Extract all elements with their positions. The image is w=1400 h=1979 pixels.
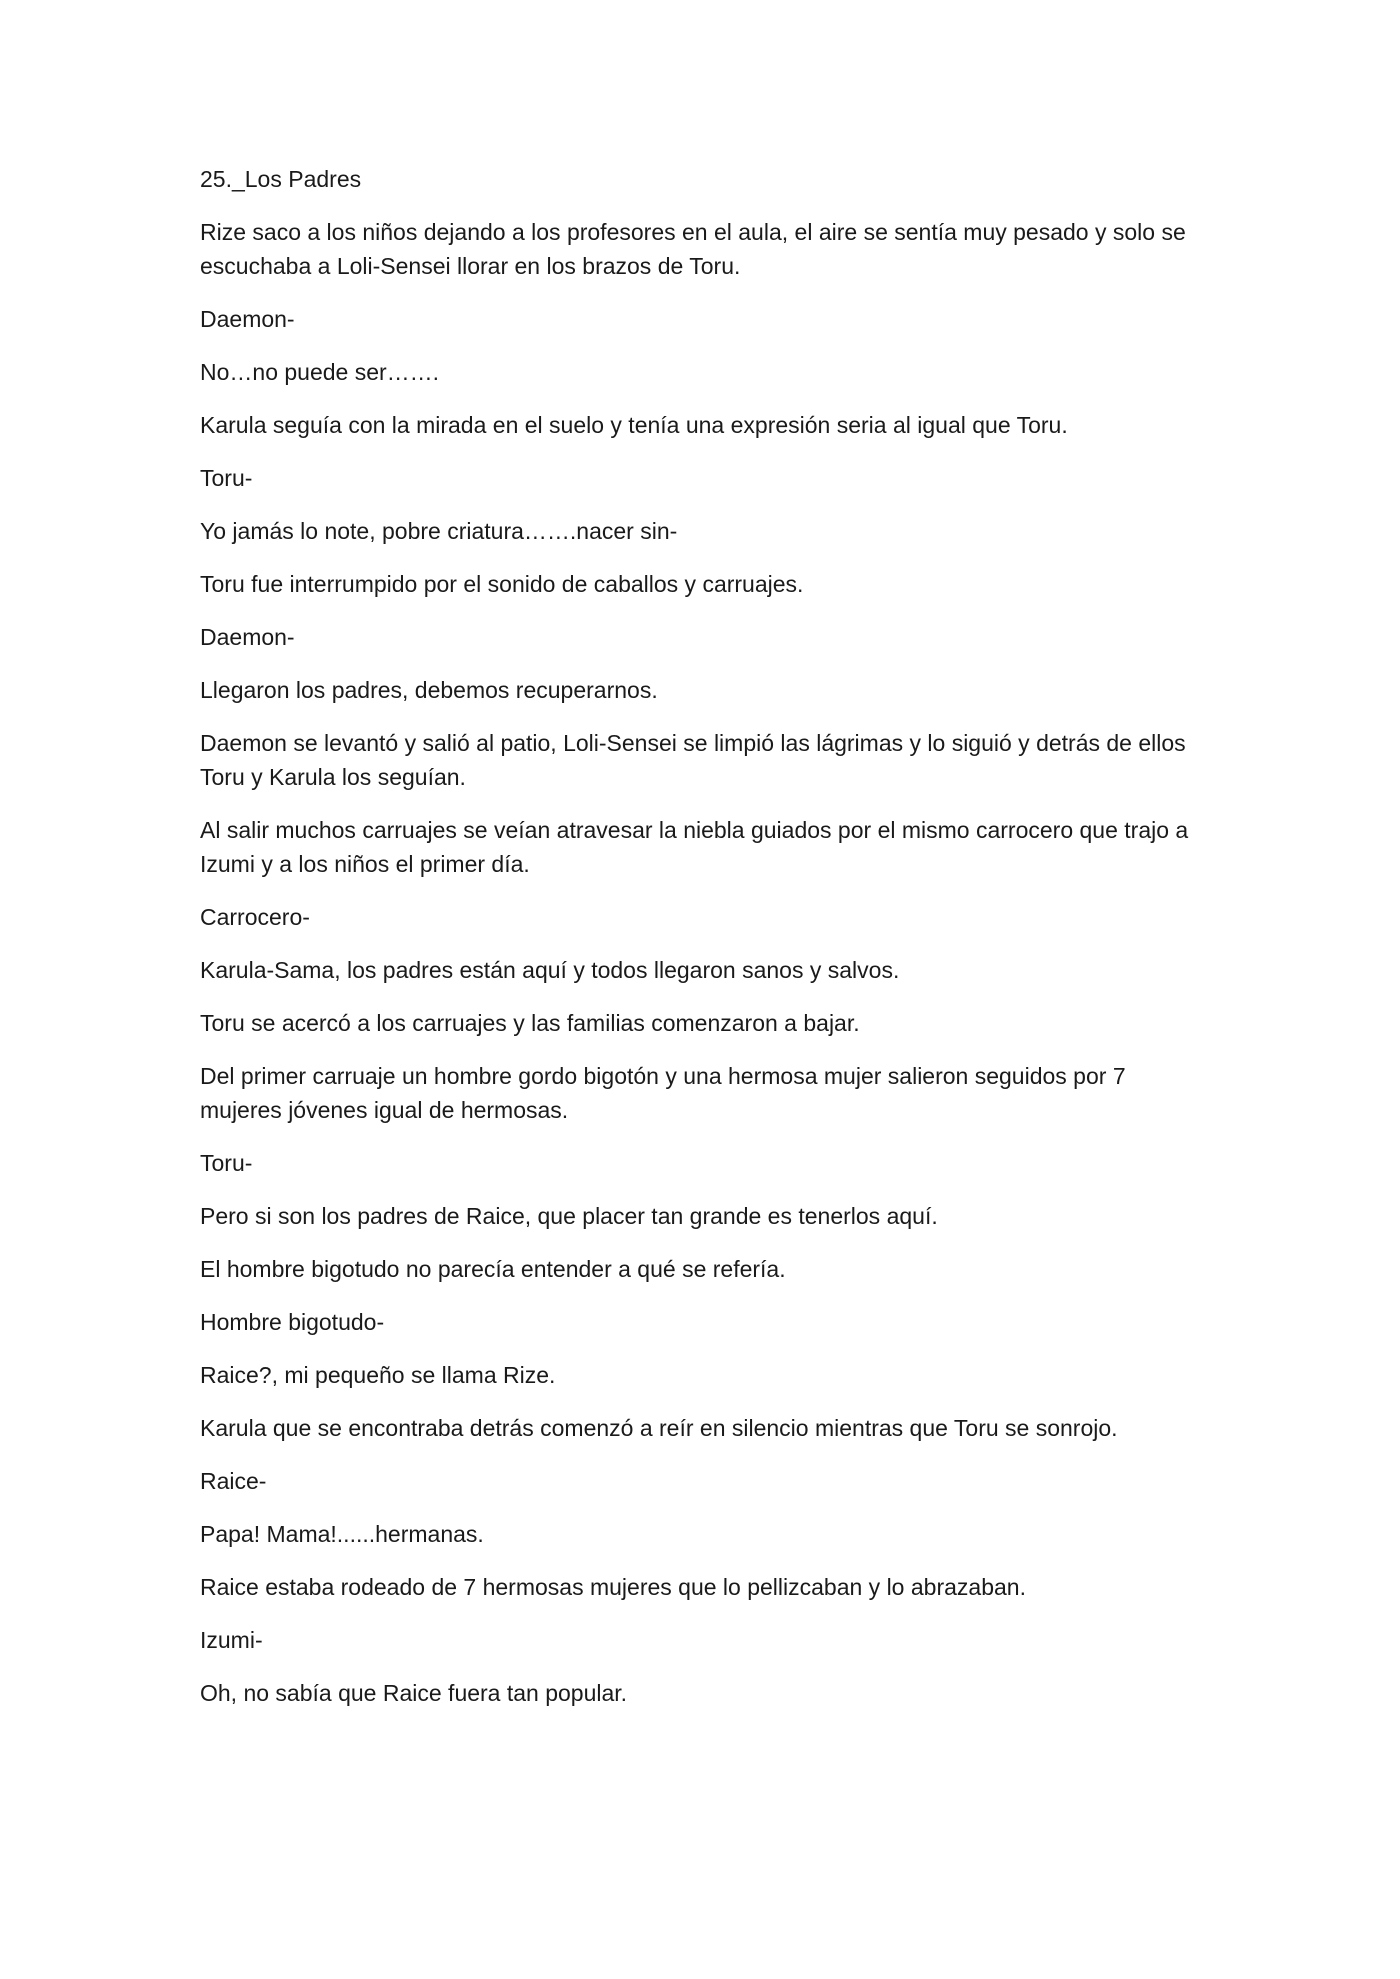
paragraph: El hombre bigotudo no parecía entender a qué se refería. xyxy=(200,1256,786,1282)
paragraph: Toru se acercó a los carruajes y las familias comenzaron a bajar. xyxy=(200,1010,860,1036)
paragraph: Papa! Mama!......hermanas. xyxy=(200,1521,484,1547)
paragraph: Carrocero- xyxy=(200,904,310,930)
paragraph: Daemon- xyxy=(200,624,295,650)
paragraph: Oh, no sabía que Raice fuera tan popular. xyxy=(200,1680,628,1706)
paragraph: Karula seguía con la mirada en el suelo y tenía una expresión seria al igual que Toru. xyxy=(200,412,1068,438)
document-body xyxy=(200,162,1210,1729)
paragraph-list xyxy=(200,215,1210,1710)
paragraph: Del primer carruaje un hombre gordo bigotón y una hermosa mujer salieron seguidos por 7 mujeres jóvenes igual de hermosas. xyxy=(200,1063,1126,1123)
paragraph: Rize saco a los niños dejando a los profesores en el aula, el aire se sentía muy pesado y solo se escuchaba a Loli-Sensei llorar en los brazos de Toru. xyxy=(200,219,1186,279)
paragraph: Al salir muchos carruajes se veían atravesar la niebla guiados por el mismo carrocero que trajo a Izumi y a los niños el primer día. xyxy=(200,817,1189,877)
paragraph: No…no puede ser……. xyxy=(200,359,440,385)
paragraph: Karula-Sama, los padres están aquí y todos llegaron sanos y salvos. xyxy=(200,957,900,983)
paragraph: Hombre bigotudo- xyxy=(200,1309,385,1335)
paragraph: Daemon- xyxy=(200,306,295,332)
paragraph: Toru fue interrumpido por el sonido de caballos y carruajes. xyxy=(200,571,804,597)
paragraph: Raice- xyxy=(200,1468,267,1494)
paragraph: Llegaron los padres, debemos recuperarnos. xyxy=(200,677,658,703)
paragraph: Daemon se levantó y salió al patio, Loli-Sensei se limpió las lágrimas y lo siguió y detrás de ellos Toru y Karula los seguían. xyxy=(200,730,1186,790)
paragraph: Yo jamás lo note, pobre criatura…….nacer sin- xyxy=(200,518,678,544)
chapter-title: 25._Los Padres xyxy=(200,166,362,192)
paragraph: Pero si son los padres de Raice, que placer tan grande es tenerlos aquí. xyxy=(200,1203,938,1229)
paragraph: Raice estaba rodeado de 7 hermosas mujeres que lo pellizcaban y lo abrazaban. xyxy=(200,1574,1026,1600)
paragraph: Toru- xyxy=(200,1150,253,1176)
paragraph: Izumi- xyxy=(200,1627,263,1653)
paragraph: Raice?, mi pequeño se llama Rize. xyxy=(200,1362,556,1388)
paragraph: Karula que se encontraba detrás comenzó a reír en silencio mientras que Toru se sonrojo. xyxy=(200,1415,1118,1441)
paragraph: Toru- xyxy=(200,465,253,491)
